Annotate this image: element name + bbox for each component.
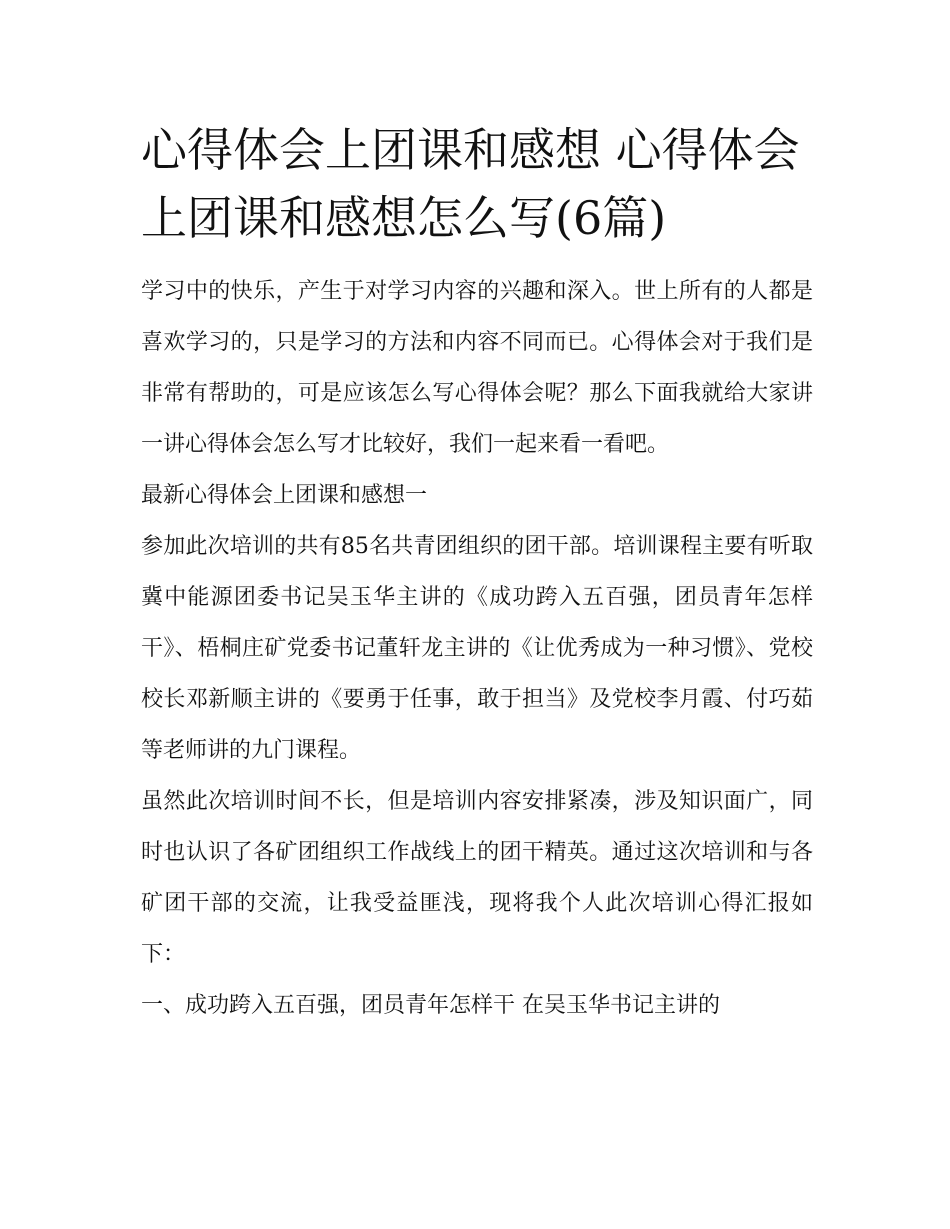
body-paragraph: 参加此次培训的共有85名共青团组织的团干部。培训课程主要有听取冀中能源团委书记吴玉华主讲的《成功跨入五百强，团员青年怎样干》、梧桐庄矿党委书记董轩龙主讲的《让优秀成为一种习惯》、党校校长邓新顺主讲的《要勇于任事，敢于担当》及党校李月霞、付巧茹等老师讲的九门课程。 [141, 534, 813, 763]
document-body [141, 266, 813, 1031]
document-title: 心得体会上团课和感想 心得体会上团课和感想怎么写(6篇) [141, 123, 800, 245]
body-paragraph: 虽然此次培训时间不长，但是培训内容安排紧凑，涉及知识面广，同时也认识了各矿团组织工作战线上的团干精英。通过这次培训和与各矿团干部的交流，让我受益匪浅，现将我个人此次培训心得汇报如下： [141, 789, 813, 967]
document-content [141, 116, 813, 1031]
section-heading: 最新心得体会上团课和感想一 [141, 483, 428, 508]
subsection-paragraph: 一、成功跨入五百强，团员青年怎样干 在吴玉华书记主讲的 [141, 993, 720, 1018]
intro-paragraph: 学习中的快乐，产生于对学习内容的兴趣和深入。世上所有的人都是喜欢学习的，只是学习的方法和内容不同而已。心得体会对于我们是非常有帮助的，可是应该怎么写心得体会呢？那么下面我就给大家讲一讲心得体会怎么写才比较好，我们一起来看一看吧。 [141, 279, 813, 457]
